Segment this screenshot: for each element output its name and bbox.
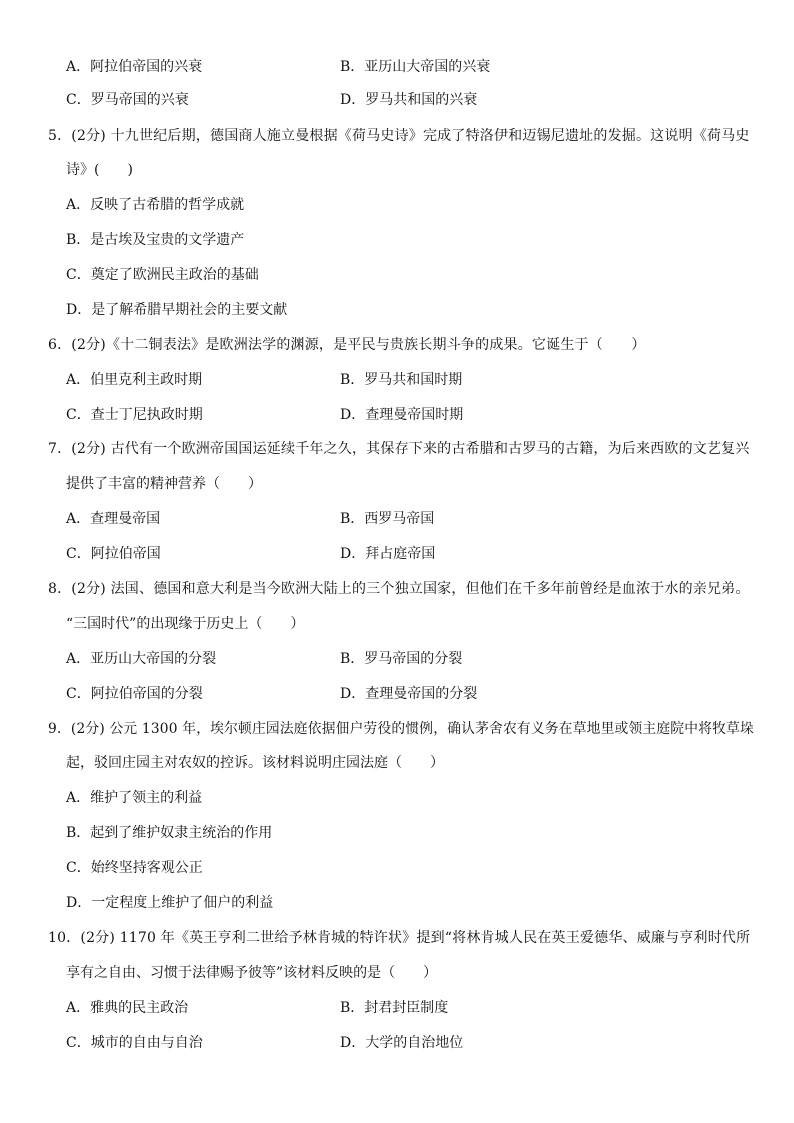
q7-option-a: A．查理曼帝国 — [66, 511, 161, 527]
q10-option-a: A．雅典的民主政治 — [66, 1000, 189, 1016]
q8-stem-line2: “三国时代”的出现缘于历史上（ ） — [66, 616, 305, 632]
q9-option-d: D．一定程度上维护了佃户的利益 — [66, 895, 274, 911]
q9-option-a: A．维护了领主的利益 — [66, 790, 203, 806]
q5-option-d: D．是了解希腊早期社会的主要文献 — [66, 302, 288, 318]
q4-option-d: D．罗马共和国的兴衰 — [340, 92, 478, 108]
q5-stem-line1: 5．(2分) 十九世纪后期，德国商人施立曼根据《荷马史诗》完成了特洛伊和迈锡尼遗址的发掘。这说明《荷马史 — [48, 128, 750, 144]
q5-option-b: B．是古埃及宝贵的文学遗产 — [66, 232, 245, 248]
q10-stem-line1: 10．(2分) 1170 年《英王亨利二世给予林肯城的特许状》提到“将林肯城人民在英王爱德华、威廉与亨利时代所 — [48, 930, 751, 946]
q9-stem-line2: 起，驳回庄园主对农奴的控诉。该材料说明庄园法庭（ ） — [66, 755, 444, 771]
q7-option-b: B．西罗马帝国 — [340, 511, 435, 527]
q4-option-b: B．亚历山大帝国的兴衰 — [340, 59, 491, 75]
q7-stem-line1: 7．(2分) 古代有一个欧洲帝国国运延续千年之久，其保存下来的古希腊和古罗马的古籍，为后来西欧的文艺复兴 — [48, 441, 750, 457]
q10-stem-line2: 享有之自由、习惯于法律赐予彼等”该材料反映的是（ ） — [66, 965, 438, 981]
q5-stem-line2: 诗》( ) — [66, 162, 133, 178]
q8-option-b: B．罗马帝国的分裂 — [340, 651, 463, 667]
q8-option-c: C．阿拉伯帝国的分裂 — [66, 686, 203, 702]
q6-option-c: C．查士丁尼执政时期 — [66, 407, 203, 423]
q6-option-b: B．罗马共和国时期 — [340, 372, 463, 388]
q7-option-c: C．阿拉伯帝国 — [66, 546, 161, 562]
q5-option-a: A．反映了古希腊的哲学成就 — [66, 197, 245, 213]
q9-option-c: C．始终坚持客观公正 — [66, 860, 203, 876]
q6-stem-line1: 6．(2分)《十二铜表法》是欧洲法学的渊源，是平民与贵族长期斗争的成果。它诞生于（ ） — [48, 337, 646, 353]
q4-option-c: C．罗马帝国的兴衰 — [66, 92, 189, 108]
q6-option-a: A．伯里克利主政时期 — [66, 372, 203, 388]
q7-stem-line2: 提供了丰富的精神营养（ ） — [66, 476, 262, 492]
q5-option-c: C．奠定了欧洲民主政治的基础 — [66, 267, 259, 283]
q10-option-b: B．封君封臣制度 — [340, 1000, 449, 1016]
q4-option-a: A．阿拉伯帝国的兴衰 — [66, 59, 203, 75]
q6-option-d: D．查理曼帝国时期 — [340, 407, 464, 423]
q8-option-a: A．亚历山大帝国的分裂 — [66, 651, 217, 667]
q8-stem-line1: 8．(2分) 法国、德国和意大利是当今欧洲大陆上的三个独立国家，但他们在千多年前曾经是血浓于水的亲兄弟。 — [48, 581, 750, 597]
q9-option-b: B．起到了维护奴隶主统治的作用 — [66, 825, 273, 841]
q7-option-d: D．拜占庭帝国 — [340, 546, 436, 562]
q8-option-d: D．查理曼帝国的分裂 — [340, 686, 478, 702]
q10-option-d: D．大学的自治地位 — [340, 1035, 464, 1051]
q9-stem-line1: 9．(2分) 公元 1300 年，埃尔顿庄园法庭依据佃户劳役的惯例，确认茅舍农有义务在草地里或领主庭院中将牧草垛 — [48, 721, 754, 737]
q10-option-c: C．城市的自由与自治 — [66, 1035, 203, 1051]
